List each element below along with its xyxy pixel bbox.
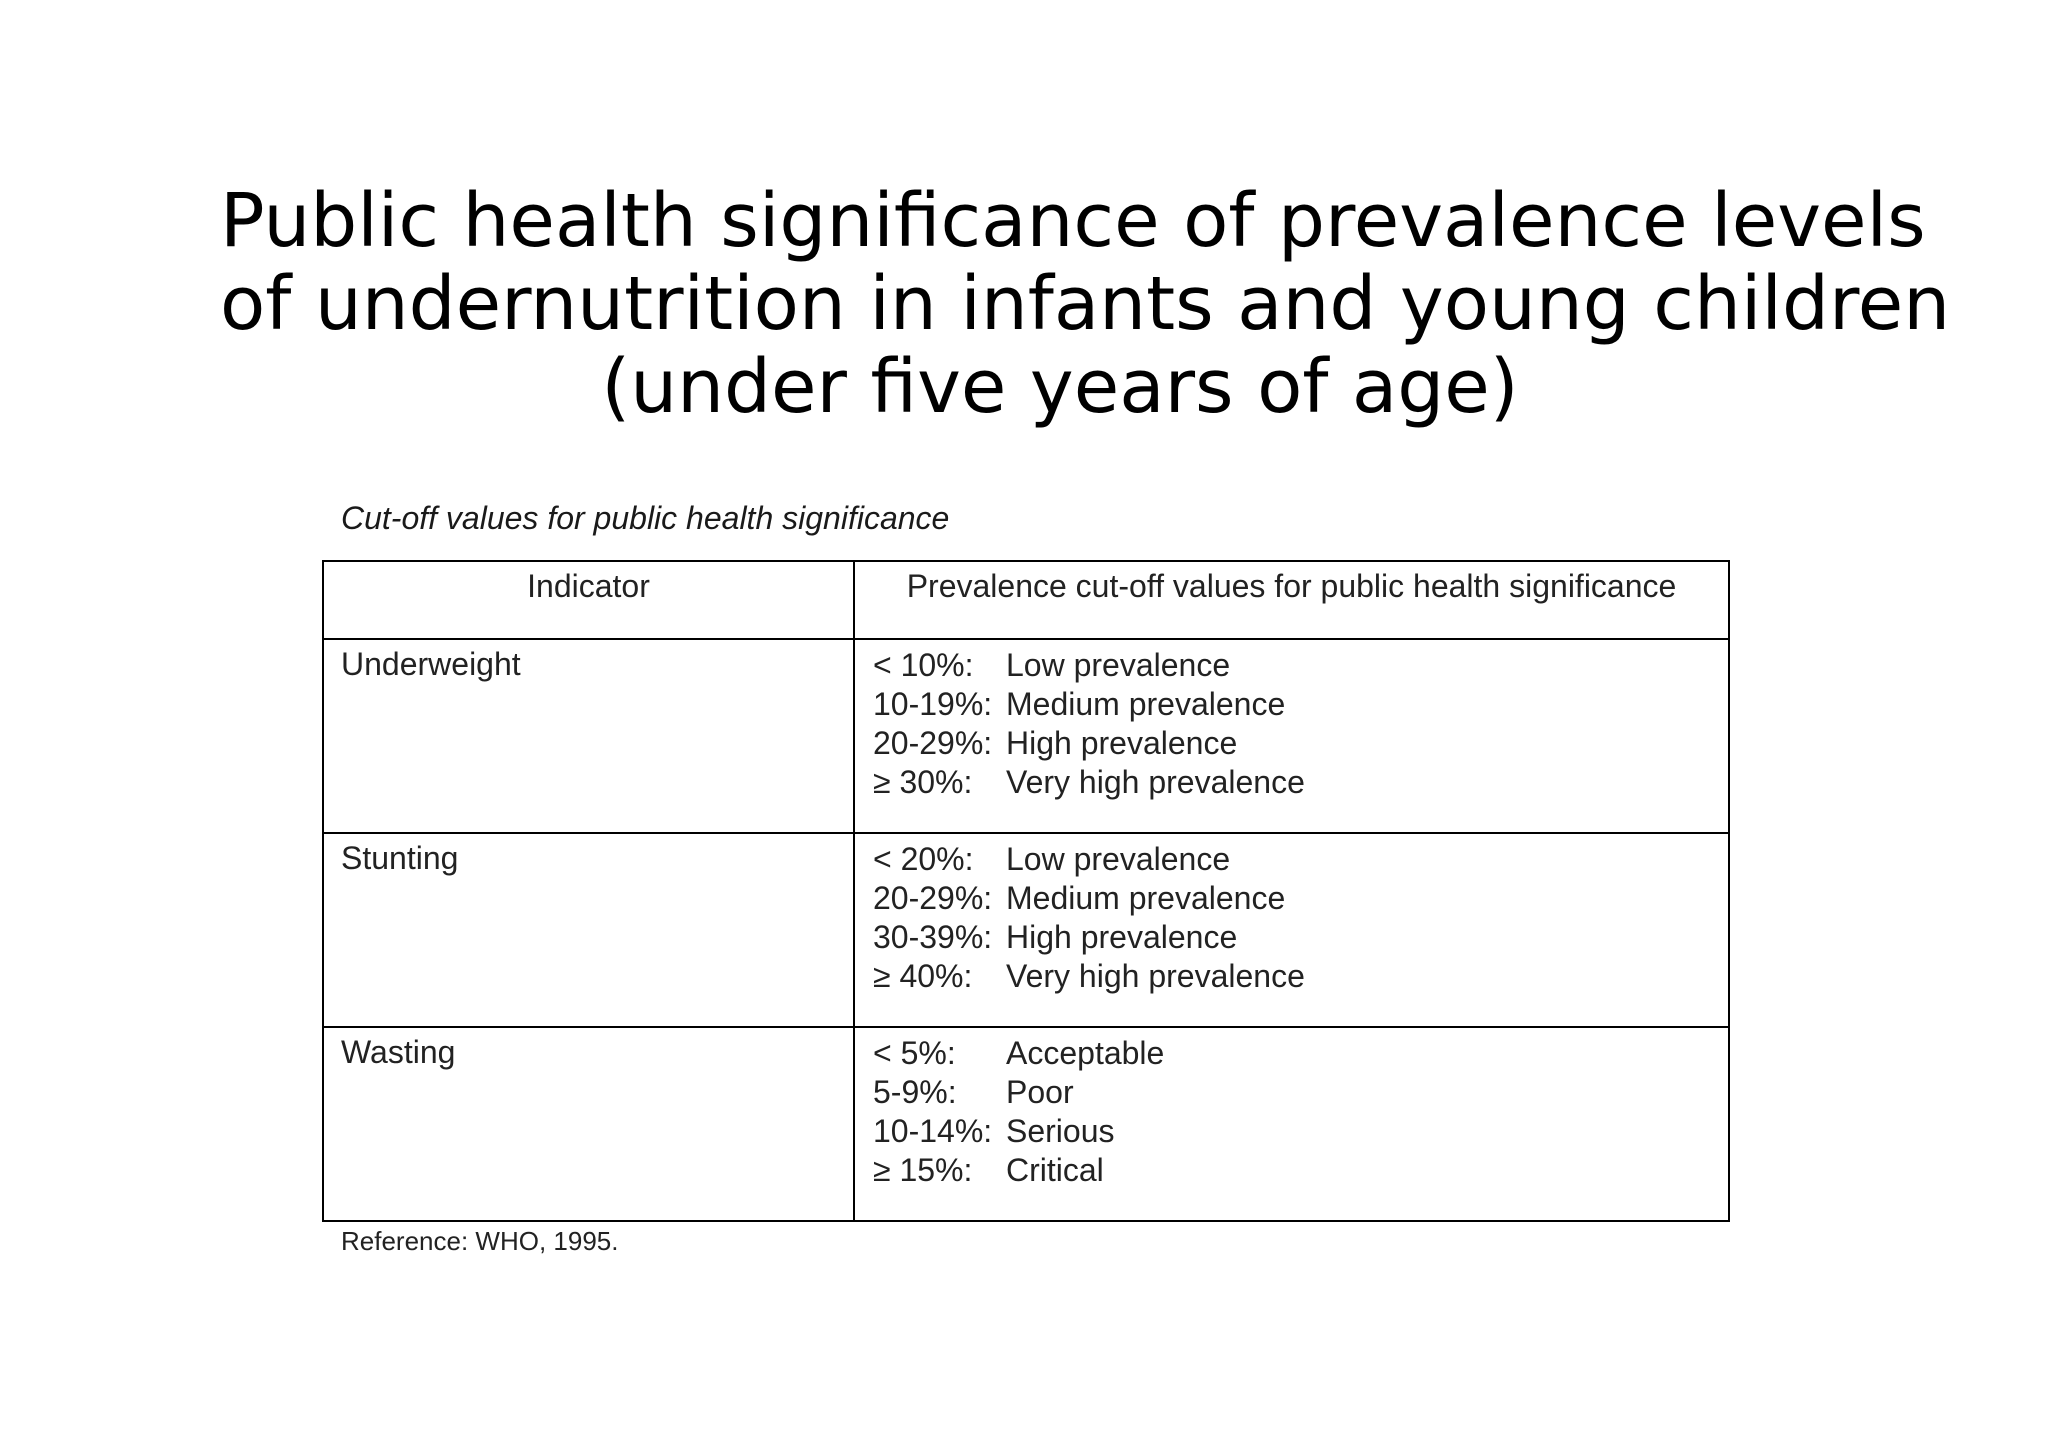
cutoff-table	[322, 560, 1730, 1222]
value-line	[873, 685, 1728, 724]
table-row	[323, 1027, 1729, 1221]
value-label: Acceptable	[1006, 1035, 1165, 1071]
value-line	[873, 1112, 1728, 1151]
values-cell	[854, 639, 1729, 833]
slide-title	[220, 178, 1951, 430]
value-label: High prevalence	[1006, 725, 1238, 761]
value-range: < 10%:	[873, 647, 974, 683]
value-range: ≥ 15%:	[873, 1152, 973, 1188]
value-line	[873, 918, 1728, 957]
indicator-cell: Stunting	[323, 833, 854, 1027]
values-cell	[854, 1027, 1729, 1221]
value-range: ≥ 30%:	[873, 764, 973, 800]
indicator-cell: Underweight	[323, 639, 854, 833]
value-label: Medium prevalence	[1006, 880, 1286, 916]
value-label: Very high prevalence	[1006, 958, 1305, 994]
value-range: < 5%:	[873, 1035, 956, 1071]
title-line-3: (under five years of age)	[601, 344, 1519, 430]
value-label: Low prevalence	[1006, 647, 1231, 683]
header-values: Prevalence cut-off values for public health significance	[854, 561, 1729, 639]
value-line	[873, 646, 1728, 685]
value-label: Very high prevalence	[1006, 764, 1305, 800]
value-label: High prevalence	[1006, 919, 1238, 955]
indicator-cell: Wasting	[323, 1027, 854, 1221]
value-range: 10-14%:	[873, 1113, 993, 1149]
value-line	[873, 763, 1728, 802]
table-header-row	[323, 561, 1729, 639]
title-line-1: Public health significance of prevalence levels	[220, 178, 1926, 264]
value-range: < 20%:	[873, 841, 974, 877]
values-cell	[854, 833, 1729, 1027]
value-range: 20-29%:	[873, 725, 993, 761]
value-label: Poor	[1006, 1074, 1074, 1110]
value-range: 10-19%:	[873, 686, 993, 722]
value-range: 20-29%:	[873, 880, 993, 916]
value-range: 5-9%:	[873, 1074, 957, 1110]
value-line	[873, 840, 1728, 879]
value-label: Low prevalence	[1006, 841, 1231, 877]
value-line	[873, 879, 1728, 918]
value-line	[873, 1034, 1728, 1073]
table-row	[323, 639, 1729, 833]
table-row	[323, 833, 1729, 1027]
title-line-2: of undernutrition in infants and young children	[220, 261, 1951, 347]
reference-note: Reference: WHO, 1995.	[341, 1226, 619, 1256]
value-range: 30-39%:	[873, 919, 993, 955]
value-range: ≥ 40%:	[873, 958, 973, 994]
value-line	[873, 1073, 1728, 1112]
value-line	[873, 724, 1728, 763]
header-indicator: Indicator	[323, 561, 854, 639]
value-label: Serious	[1006, 1113, 1115, 1149]
value-label: Medium prevalence	[1006, 686, 1286, 722]
value-line	[873, 957, 1728, 996]
value-line	[873, 1151, 1728, 1190]
table-caption: Cut-off values for public health significance	[341, 500, 950, 536]
value-label: Critical	[1006, 1152, 1104, 1188]
